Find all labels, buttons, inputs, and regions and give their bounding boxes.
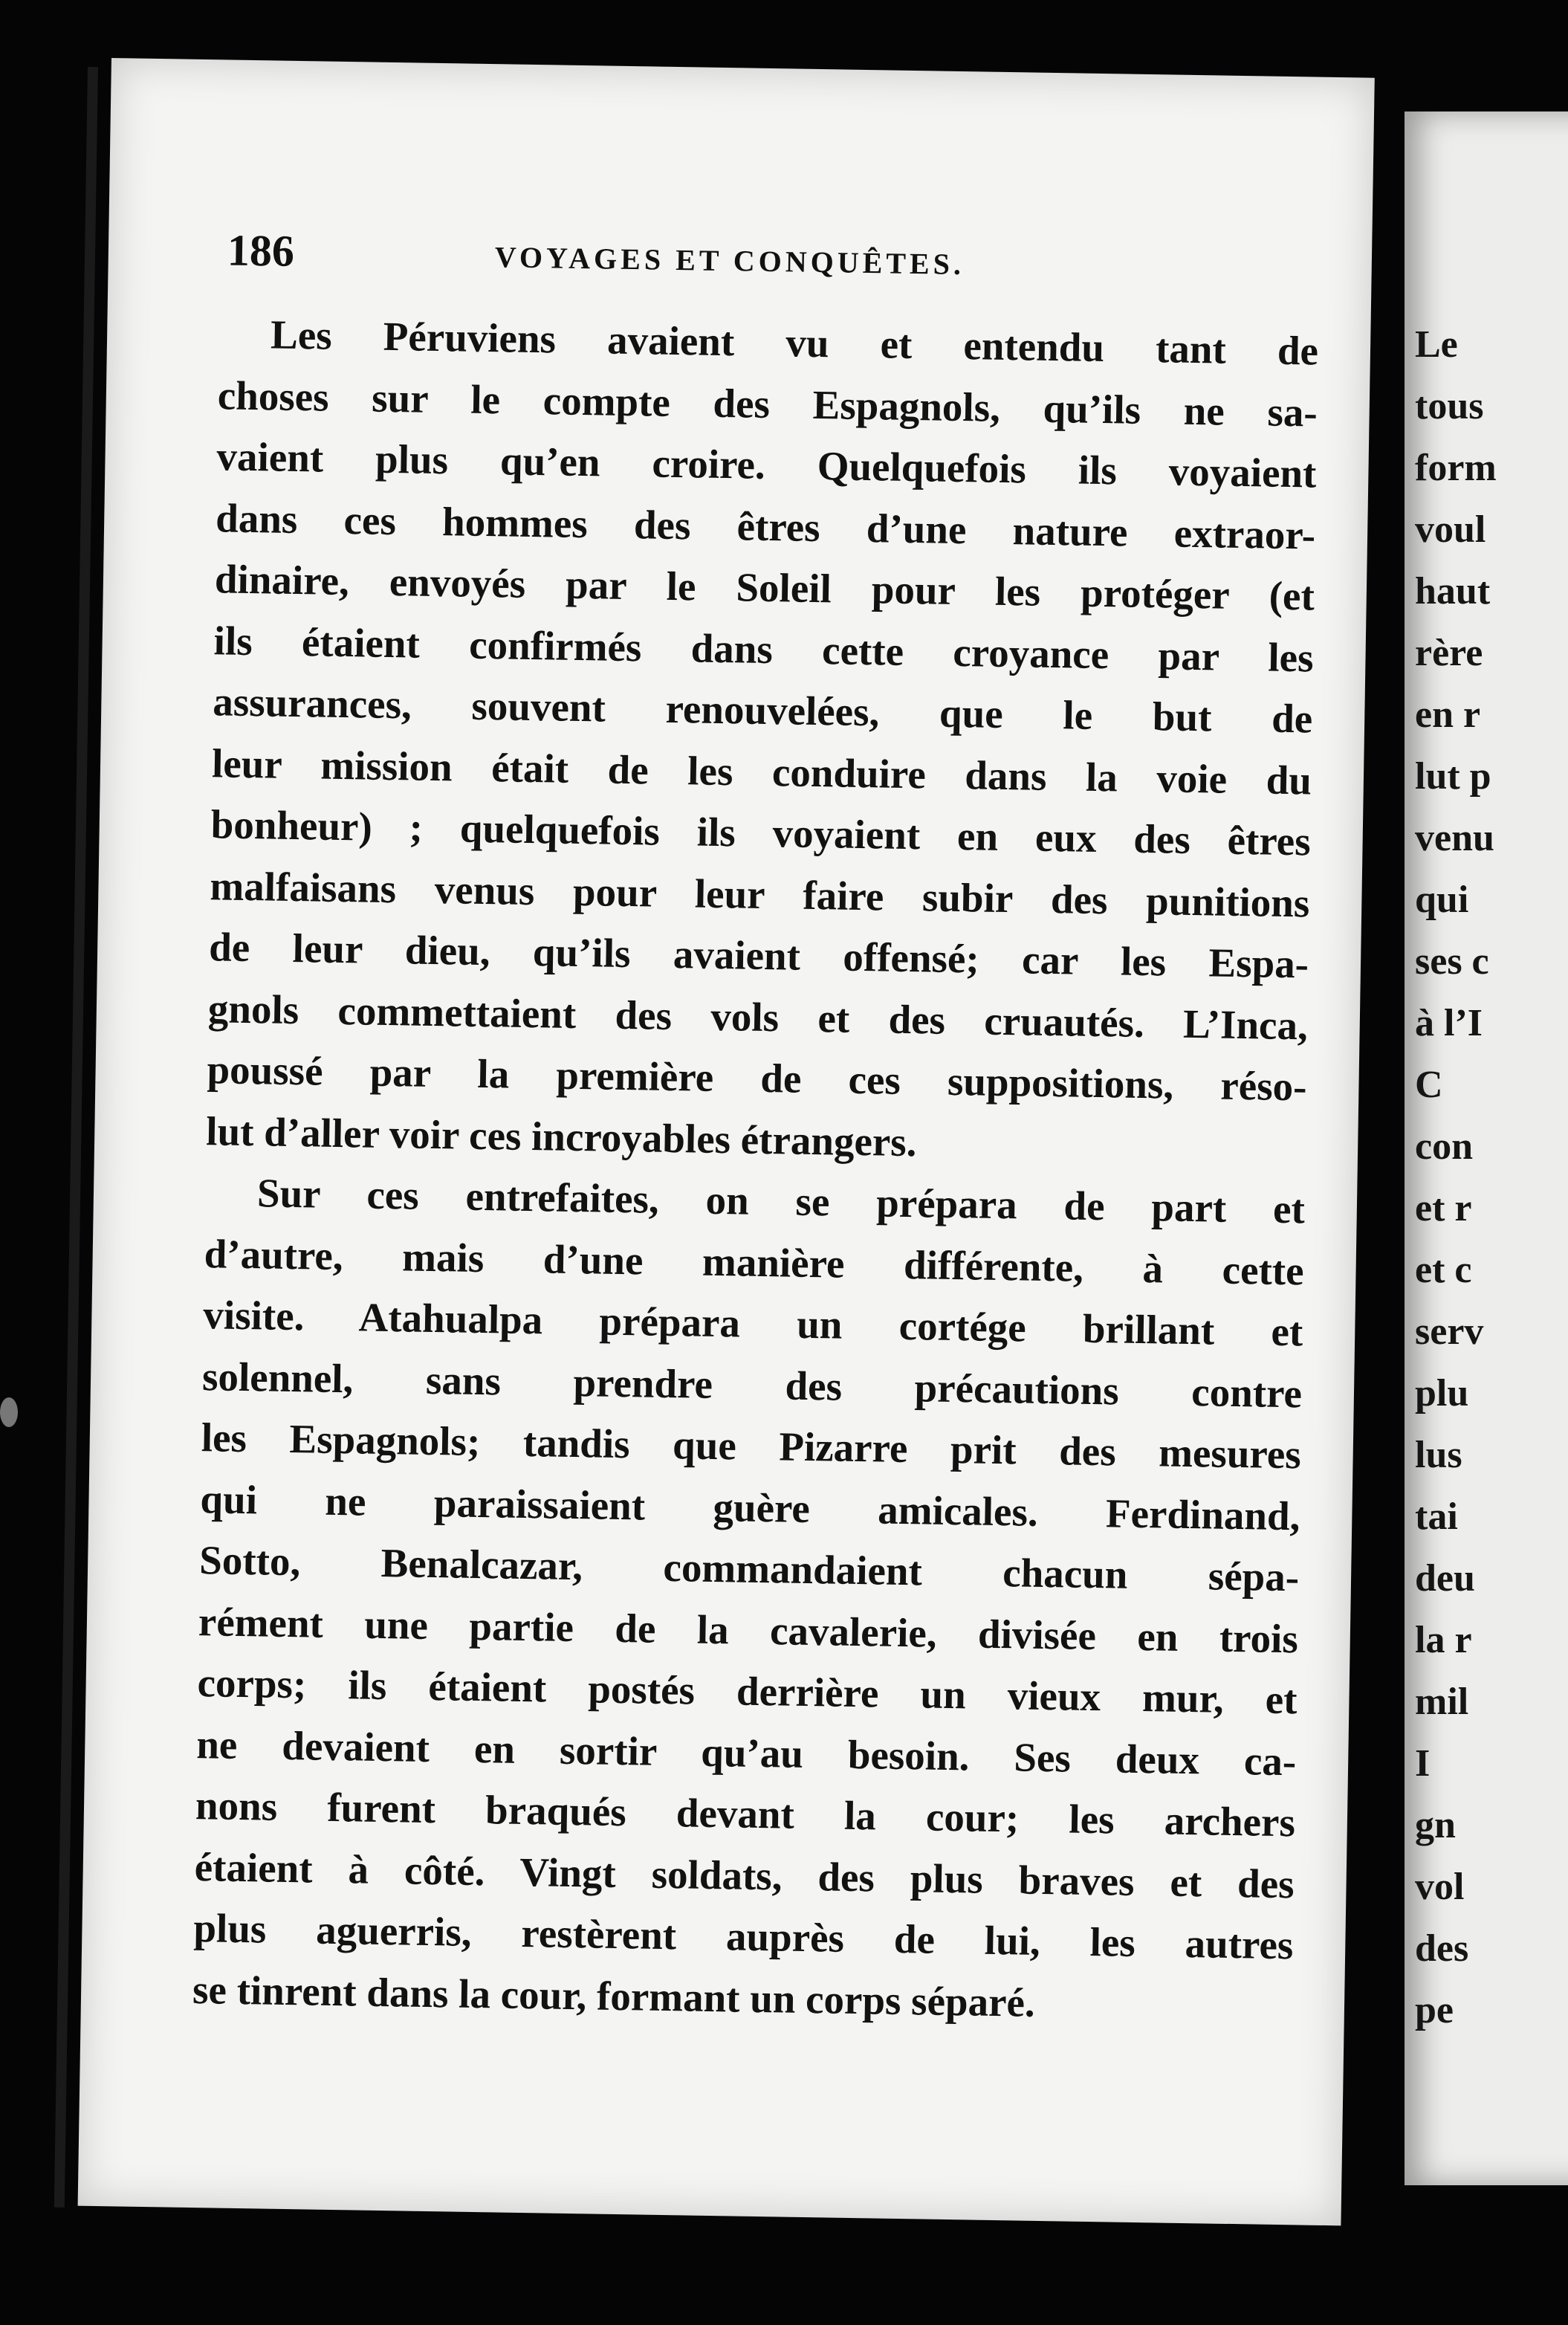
paragraph-1 bbox=[206, 303, 1319, 1179]
facing-text-line: lut p bbox=[1415, 755, 1491, 798]
book-page bbox=[78, 58, 1375, 2225]
facing-text-line: serv bbox=[1415, 1310, 1484, 1353]
text-line: poussé par la première de ces suppositions, réso- bbox=[207, 1047, 1307, 1110]
text-line: assurances, souvent renouvelées, que le but de bbox=[212, 679, 1313, 742]
text-line: leur mission était de les conduire dans la voie du bbox=[211, 740, 1312, 803]
text-line: ne devaient en sortir qu’au besoin. Ses deux ca- bbox=[195, 1721, 1297, 1784]
facing-page bbox=[1405, 111, 1568, 2185]
text-line: Les Péruviens avaient vu et entendu tant de bbox=[270, 311, 1319, 374]
scan-artifact bbox=[0, 1397, 18, 1427]
text-line: dinaire, envoyés par le Soleil pour les protéger (et bbox=[214, 556, 1315, 619]
paragraph-2 bbox=[192, 1162, 1306, 2037]
facing-text-line: et r bbox=[1415, 1187, 1472, 1229]
facing-page-text bbox=[1405, 314, 1497, 2041]
facing-text-line: ses c bbox=[1415, 940, 1489, 983]
text-line: nons furent braqués devant la cour; les archers bbox=[195, 1782, 1296, 1846]
facing-text-line: la r bbox=[1415, 1619, 1472, 1661]
facing-text-line: en r bbox=[1415, 693, 1481, 736]
running-head: VOYAGES ET CONQUÊTES. bbox=[494, 240, 965, 282]
facing-text-line: à l’I bbox=[1415, 1002, 1483, 1044]
facing-text-line: des bbox=[1415, 1927, 1469, 1970]
facing-text-line: haut bbox=[1415, 570, 1491, 612]
text-line: choses sur le compte des Espagnols, qu’ils ne sa- bbox=[217, 372, 1318, 436]
facing-text-line: C bbox=[1415, 1064, 1443, 1106]
text-line: bonheur) ; quelquefois ils voyaient en eux des êtres bbox=[210, 801, 1312, 864]
text-line: plus aguerris, restèrent auprès de lui, les autres bbox=[193, 1905, 1294, 1968]
facing-text-line: qui bbox=[1415, 879, 1469, 921]
facing-text-line: voul bbox=[1415, 508, 1486, 551]
facing-text-line: vol bbox=[1415, 1866, 1465, 1908]
facing-text-line: con bbox=[1415, 1125, 1473, 1168]
facing-text-line: rère bbox=[1415, 632, 1483, 674]
facing-text-line: gn bbox=[1415, 1804, 1456, 1846]
text-line: corps; ils étaient postés derrière un vieux mur, et bbox=[197, 1660, 1298, 1723]
text-line: dans ces hommes des êtres d’une nature extraor- bbox=[215, 494, 1316, 558]
facing-text-line: deu bbox=[1415, 1557, 1475, 1600]
page-number: 186 bbox=[227, 225, 295, 276]
text-line: solennel, sans prendre des précautions contre bbox=[201, 1353, 1303, 1416]
facing-text-line: lus bbox=[1415, 1434, 1462, 1476]
facing-text-line: venu bbox=[1415, 817, 1494, 859]
text-line: lut d’aller voir ces incroyables étrangers. bbox=[205, 1107, 917, 1165]
text-line: se tinrent dans la cour, formant un corps séparé. bbox=[192, 1966, 1036, 2025]
text-line: rément une partie de la cavalerie, divisée en trois bbox=[198, 1598, 1299, 1661]
facing-text-line: plu bbox=[1415, 1372, 1469, 1414]
text-line: gnols commettaient des vols et des cruautés. L’Inca, bbox=[207, 985, 1309, 1048]
text-line: Sotto, Benalcazar, commandaient chacun sépa- bbox=[198, 1537, 1300, 1600]
text-line: visite. Atahualpa prépara un cortége brillant et bbox=[202, 1292, 1303, 1355]
text-line: vaient plus qu’en croire. Quelquefois ils voyaient bbox=[216, 433, 1317, 497]
text-line: d’autre, mais d’une manière différente, à cette bbox=[204, 1230, 1305, 1293]
facing-text-line: Le bbox=[1415, 323, 1458, 366]
text-line: les Espagnols; tandis que Pizarre prit des mesures bbox=[201, 1414, 1302, 1478]
text-line: ils étaient confirmés dans cette croyance par les bbox=[213, 617, 1315, 681]
text-line: de leur dieu, qu’ils avaient offensé; car les Espa- bbox=[208, 924, 1309, 987]
text-line: Sur ces entrefaites, on se prépara de part et bbox=[256, 1170, 1306, 1232]
facing-text-line: pe bbox=[1415, 1989, 1454, 2031]
facing-text-line: tous bbox=[1415, 385, 1484, 427]
facing-text-line: et c bbox=[1415, 1249, 1472, 1291]
page-header bbox=[227, 224, 1312, 301]
facing-text-line: I bbox=[1415, 1742, 1431, 1785]
text-line: étaient à côté. Vingt soldats, des plus braves et des bbox=[194, 1843, 1295, 1907]
text-line: malfaisans venus pour leur faire subir des punitions bbox=[210, 862, 1310, 925]
facing-text-line: mil bbox=[1415, 1681, 1469, 1723]
text-line: qui ne paraissaient guère amicales. Ferdinand, bbox=[200, 1475, 1300, 1539]
body-text bbox=[192, 303, 1319, 2037]
facing-text-line: form bbox=[1415, 447, 1497, 489]
facing-text-line: tai bbox=[1415, 1495, 1458, 1538]
